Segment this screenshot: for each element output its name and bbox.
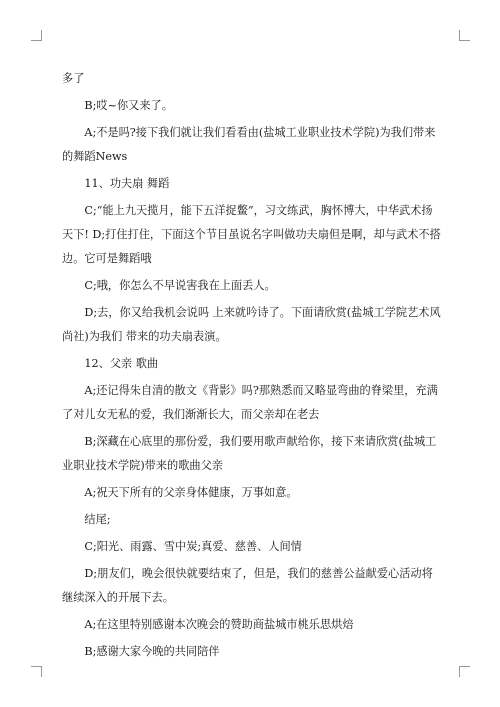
paragraph-7: D;去，你又给我机会说吗 上来就吟诗了。下面请欣赏(盐城工学院艺术风尚社)为我们 带来的功夫扇表演。	[62, 306, 441, 343]
paragraph-1: 多了	[62, 72, 85, 85]
crop-mark-top-left	[31, 30, 42, 41]
crop-mark-top-right	[459, 30, 470, 41]
paragraph-9: A;还记得朱自清的散文《背影》吗?那熟悉而又略显弯曲的脊梁里，充满了对儿女无私的爱，我们渐渐长大，而父亲却在老去	[62, 384, 438, 421]
paragraph-2: B;哎~你又来了。	[84, 99, 173, 112]
paragraph-8: 12、父亲 歌曲	[84, 357, 159, 370]
paragraph-6: C;哦，你怎么不早说害我在上面丢人。	[84, 279, 276, 292]
paragraph-10: B;深藏在心底里的那份爱，我们要用歌声献给你，接下来请欣赏(盐城工业职业技术学院)带来的歌曲父亲	[62, 435, 437, 472]
paragraph-13: C;阳光、雨露、雪中炭;真爱、慈善、人间情	[84, 540, 302, 553]
crop-mark-bottom-right	[459, 666, 470, 677]
paragraph-3: A;不是吗?接下我们就让我们看看由(盐城工业职业技术学院)为我们带来的舞蹈News	[62, 126, 436, 163]
paragraph-15: A;在这里特别感谢本次晚会的赞助商盐城市桃乐思烘焙	[84, 618, 354, 631]
document-body	[62, 67, 442, 664]
paragraph-11: A;祝天下所有的父亲身体健康，万事如意。	[84, 486, 298, 499]
crop-mark-bottom-left	[31, 666, 42, 677]
paragraph-4: 11、功夫扇 舞蹈	[84, 177, 170, 190]
paragraph-12: 结尾;	[84, 513, 111, 526]
paragraph-14: D;朋友们，晚会很快就要结束了，但是，我们的慈善公益献爱心活动将继续深入的开展下去。	[62, 567, 433, 604]
paragraph-5: C;“能上九天揽月，能下五洋捉鳖”，习文练武，胸怀博大，中华武术扬天下! D;打住打住，下面这个节目虽说名字叫做功夫扇但是啊，却与武术不搭边。它可是舞蹈哦	[62, 204, 441, 265]
paragraph-16: B;感谢大家今晚的共同陪伴	[84, 645, 220, 658]
